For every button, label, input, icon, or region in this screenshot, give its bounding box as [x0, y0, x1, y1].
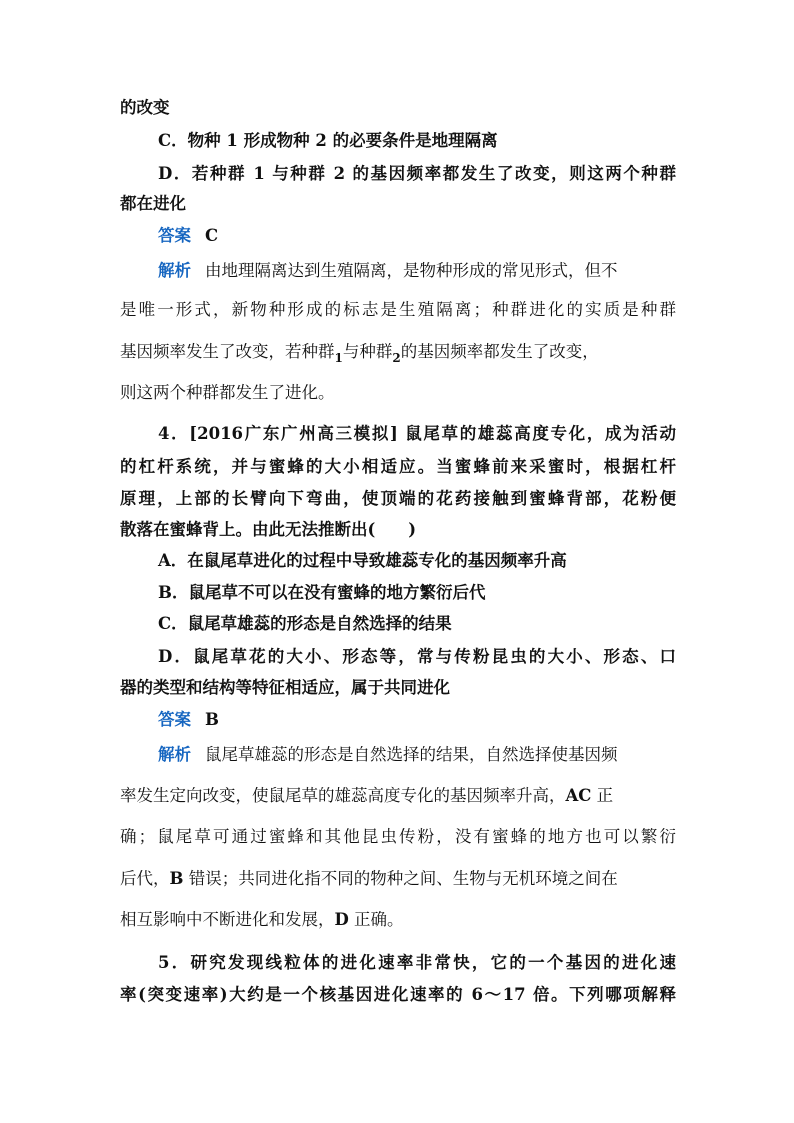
q4-stem-line1: 4．[2016广东广州高三模拟] 鼠尾草的雄蕊高度专化，成为活动: [158, 424, 676, 443]
q3-analysis-line2: 是唯一形式，新物种形成的标志是生殖隔离；种群进化的实质是种群: [120, 300, 676, 319]
population-number: 1: [334, 351, 343, 365]
analysis-text: 与种群: [342, 342, 393, 361]
q4-stem-line4: 散落在蜜蜂背上。由此无法推断出( ): [120, 520, 417, 539]
answer-label: 答案: [158, 226, 191, 245]
q3-analysis-line1: [158, 261, 794, 281]
analysis-text: 后代，: [120, 869, 170, 888]
q4-analysis-line5: [120, 910, 794, 930]
q4-stem-line3: 原理，上部的长臂向下弯曲，使顶端的花药接触到蜜蜂背部，花粉便: [120, 489, 676, 508]
q4-stem-line2: 的杠杆系统，并与蜜蜂的大小相适应。当蜜蜂前来采蜜时，根据杠杆: [120, 457, 676, 476]
analysis-text: 鼠尾草雄蕊的形态是自然选择的结果，自然选择使基因频: [205, 745, 618, 764]
analysis-text: 正: [591, 786, 614, 805]
q3-analysis-line3: [120, 342, 794, 363]
answer-value: B: [205, 710, 219, 729]
analysis-text: 正确。: [348, 910, 404, 929]
option-letters: B: [169, 869, 184, 888]
q5-stem-line1: 5．研究发现线粒体的进化速率非常快，它的一个基因的进化速: [158, 953, 676, 972]
analysis-text: 基因频率发生了改变，若种群: [120, 342, 335, 361]
option-letters: AC: [565, 786, 592, 805]
analysis-label: 解析: [158, 261, 191, 280]
analysis-text: 率发生定向改变，使鼠尾草的雄蕊高度专化的基因频率升高，: [120, 786, 566, 805]
population-number: 2: [392, 351, 401, 365]
q5-stem-line2: 率(突变速率)大约是一个核基因进化速率的 6～17 倍。下列哪项解释: [120, 985, 676, 1004]
q4-option-b: B．鼠尾草不可以在没有蜜蜂的地方繁衍后代: [158, 583, 486, 602]
analysis-text: 由地理隔离达到生殖隔离，是物种形成的常见形式，但不: [205, 261, 618, 280]
q4-answer: [158, 710, 794, 730]
q4-analysis-line2: [120, 786, 794, 806]
q3-option-d-line1: D．若种群 1 与种群 2 的基因频率都发生了改变，则这两个种群: [158, 164, 676, 183]
answer-label: 答案: [158, 710, 191, 729]
q3-answer: [158, 226, 794, 246]
answer-value: C: [205, 226, 219, 245]
q4-analysis-line4: [120, 869, 794, 889]
option-letters: D: [334, 910, 349, 929]
q3-option-d-line2: 都在进化: [120, 194, 186, 213]
analysis-text: 相互影响中不断进化和发展，: [120, 910, 335, 929]
q4-option-a: A．在鼠尾草进化的过程中导致雄蕊专化的基因频率升高: [158, 551, 567, 570]
analysis-label: 解析: [158, 745, 191, 764]
q3-line-cont: 的改变: [120, 98, 170, 117]
q3-option-c: C．物种 1 形成物种 2 的必要条件是地理隔离: [158, 131, 498, 150]
analysis-text: 错误；共同进化指不同的物种之间、生物与无机环境之间在: [183, 869, 618, 888]
q4-analysis-line1: [158, 745, 794, 765]
q4-option-d-line2: 器的类型和结构等特征相适应，属于共同进化: [120, 678, 450, 697]
q4-option-d-line1: D．鼠尾草花的大小、形态等，常与传粉昆虫的大小、形态、口: [158, 647, 676, 666]
q4-option-c: C．鼠尾草雄蕊的形态是自然选择的结果: [158, 614, 452, 633]
q3-analysis-line4: 则这两个种群都发生了进化。: [120, 383, 335, 402]
q4-analysis-line3: 确；鼠尾草可通过蜜蜂和其他昆虫传粉，没有蜜蜂的地方也可以繁衍: [120, 827, 676, 846]
analysis-text: 的基因频率都发生了改变，: [400, 342, 599, 361]
